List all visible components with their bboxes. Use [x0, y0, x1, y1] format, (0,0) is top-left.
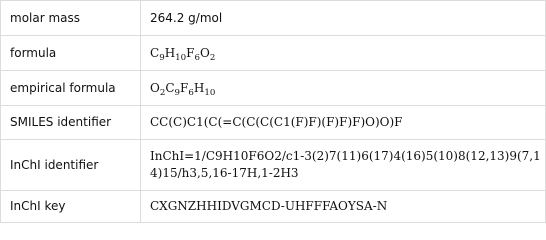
formula-element-o: O [199, 45, 210, 60]
table-row-inchi [1, 140, 546, 191]
empirical-subscript-c: 9 [174, 87, 181, 98]
row-label-molar-mass: molar mass [1, 1, 141, 36]
row-label-inchi-key: InChI key [1, 191, 141, 223]
row-label-formula: formula [1, 36, 141, 71]
formula-subscript-c: 9 [159, 52, 165, 63]
empirical-subscript-f: 6 [188, 87, 194, 98]
row-value-smiles: CC(C)C1(C(=C(C(C(C1(F)F)(F)F)F)O)O)F [141, 106, 546, 140]
row-label-smiles: SMILES identifier [1, 106, 141, 140]
formula-element-h: H [164, 45, 176, 60]
row-value-inchi: InChI=1/C9H10F6O2/c1-3(2)7(11)6(17)4(16)5(10)8(12,13)9(7,14)15/h3,5,16-17H,1-2H3 [141, 140, 546, 191]
table-row-formula [1, 36, 546, 71]
empirical-element-f: F [180, 80, 189, 95]
empirical-subscript-h: 10 [204, 87, 216, 98]
empirical-element-c: C [165, 80, 175, 95]
formula-element-c: C [150, 45, 160, 60]
formula-element-f: F [186, 45, 195, 60]
empirical-element-o: O [150, 80, 160, 95]
formula-subscript-o: 2 [209, 52, 216, 63]
row-label-empirical-formula: empirical formula [1, 71, 141, 106]
table-row-smiles [1, 106, 546, 140]
row-value-formula [141, 36, 546, 71]
empirical-subscript-o: 2 [159, 87, 166, 98]
table-row-molar-mass [1, 1, 546, 36]
formula-subscript-f: 6 [194, 52, 200, 63]
row-label-inchi: InChI identifier [1, 140, 141, 191]
table-row-inchi-key [1, 191, 546, 223]
table-row-empirical-formula [1, 71, 546, 106]
row-value-inchi-key: CXGNZHHIDVGMCD-UHFFFAOYSA-N [141, 191, 546, 223]
formula-subscript-h: 10 [175, 52, 187, 63]
row-value-molar-mass: 264.2 g/mol [141, 1, 546, 36]
row-value-empirical-formula [141, 71, 546, 106]
empirical-element-h: H [193, 80, 205, 95]
